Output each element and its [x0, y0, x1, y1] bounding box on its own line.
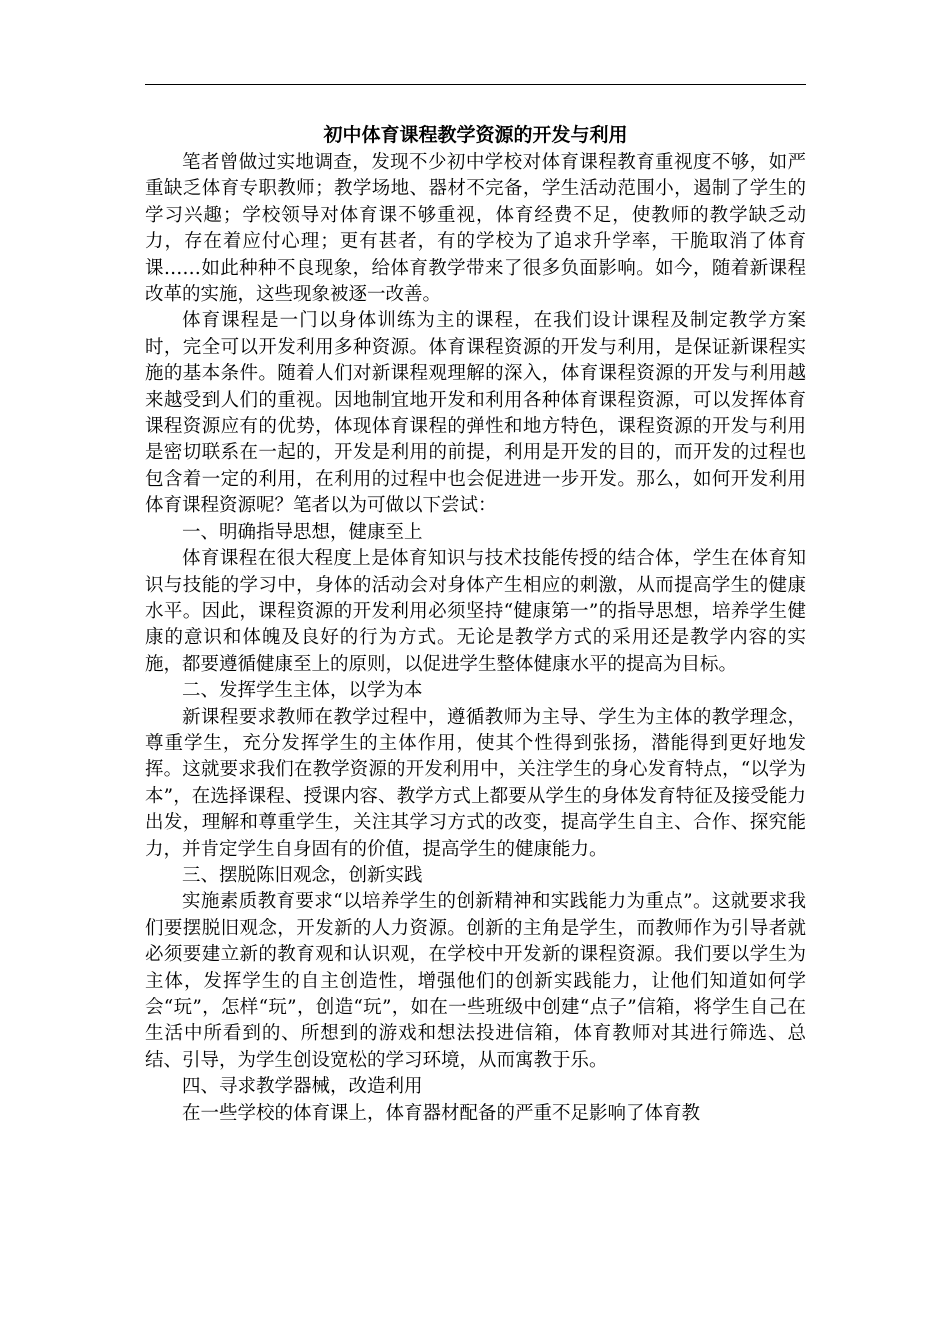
paragraph-section-2: 新课程要求教师在教学过程中，遵循教师为主导、学生为主体的教学理念，尊重学生，充分发挥学生的主体作用，使其个性得到张扬，潜能得到更好地发挥。这就要求我们在教学资源的开发利用中，关注学生的身心发育特点，“以学为本”，在选择课程、授课内容、教学方式上都要从学生的身体发育特征及接受能力出发，理解和尊重学生，关注其学习方式的改变，提高学生自主、合作、探究能力，并肯定学生自身固有的价值，提高学生的健康能力。	[145, 706, 806, 860]
section-heading-1: 一、明确指导思想，健康至上	[182, 521, 423, 543]
paragraph-course-resources: 体育课程是一门以身体训练为主的课程，在我们设计课程及制定教学方案时，完全可以开发利用多种资源。体育课程资源的开发与利用，是保证新课程实施的基本条件。随着人们对新课程观理解的深入，体育课程资源的开发与利用越来越受到人们的重视。因地制宜地开发和利用各种体育课程资源，可以发挥体育课程资源应有的优势，体现体育课程的弹性和地方特色，课程资源的开发与利用是密切联系在一起的，开发是利用的前提，利用是开发的目的，而开发的过程也包含着一定的利用，在利用的过程中也会促进进一步开发。那么，如何开发利用体育课程资源呢？笔者以为可做以下尝试：	[145, 310, 806, 517]
paragraph-intro: 笔者曾做过实地调查，发现不少初中学校对体育课程教育重视度不够，如严重缺乏体育专职教师；教学场地、器材不完备，学生活动范围小，遏制了学生的学习兴趣；学校领导对体育课不够重视，体育经费不足，使教师的教学缺乏动力，存在着应付心理；更有甚者，有的学校为了追求升学率，干脆取消了体育课……如此种种不良现象，给体育教学带来了很多负面影响。如今，随着新课程改革的实施，这些现象被逐一改善。	[145, 152, 806, 306]
paragraph-section-3: 实施素质教育要求“以培养学生的创新精神和实践能力为重点”。这就要求我们要摆脱旧观念，开发新的人力资源。创新的主角是学生，而教师作为引导者就必须要建立新的教育观和认识观，在学校中开发新的课程资源。我们要以学生为主体，发挥学生的自主创造性，增强他们的创新实践能力，让他们知道如何学会“玩”，怎样“玩”，创造“玩”，如在一些班级中创建“点子”信箱，将学生自己在生活中所看到的、所想到的游戏和想法投进信箱，体育教师对其进行筛选、总结、引导，为学生创设宽松的学习环境，从而寓教于乐。	[145, 891, 806, 1071]
document-title: 初中体育课程教学资源的开发与利用	[323, 124, 628, 146]
section-heading-3: 三、摆脱陈旧观念，创新实践	[182, 864, 423, 886]
section-heading-4: 四、寻求教学器械，改造利用	[182, 1076, 423, 1098]
header-rule	[145, 84, 806, 85]
paragraph-section-1: 体育课程在很大程度上是体育知识与技术技能传授的结合体，学生在体育知识与技能的学习中，身体的活动会对身体产生相应的刺激，从而提高学生的健康水平。因此，课程资源的开发利用必须坚持“健康第一”的指导思想，培养学生健康的意识和体魄及良好的行为方式。无论是教学方式的采用还是教学内容的实施，都要遵循健康至上的原则，以促进学生整体健康水平的提高为目标。	[145, 548, 806, 675]
section-heading-2: 二、发挥学生主体，以学为本	[182, 680, 423, 702]
paragraph-section-4: 在一些学校的体育课上，体育器材配备的严重不足影响了体育教	[182, 1102, 701, 1124]
document-body	[145, 120, 806, 1127]
